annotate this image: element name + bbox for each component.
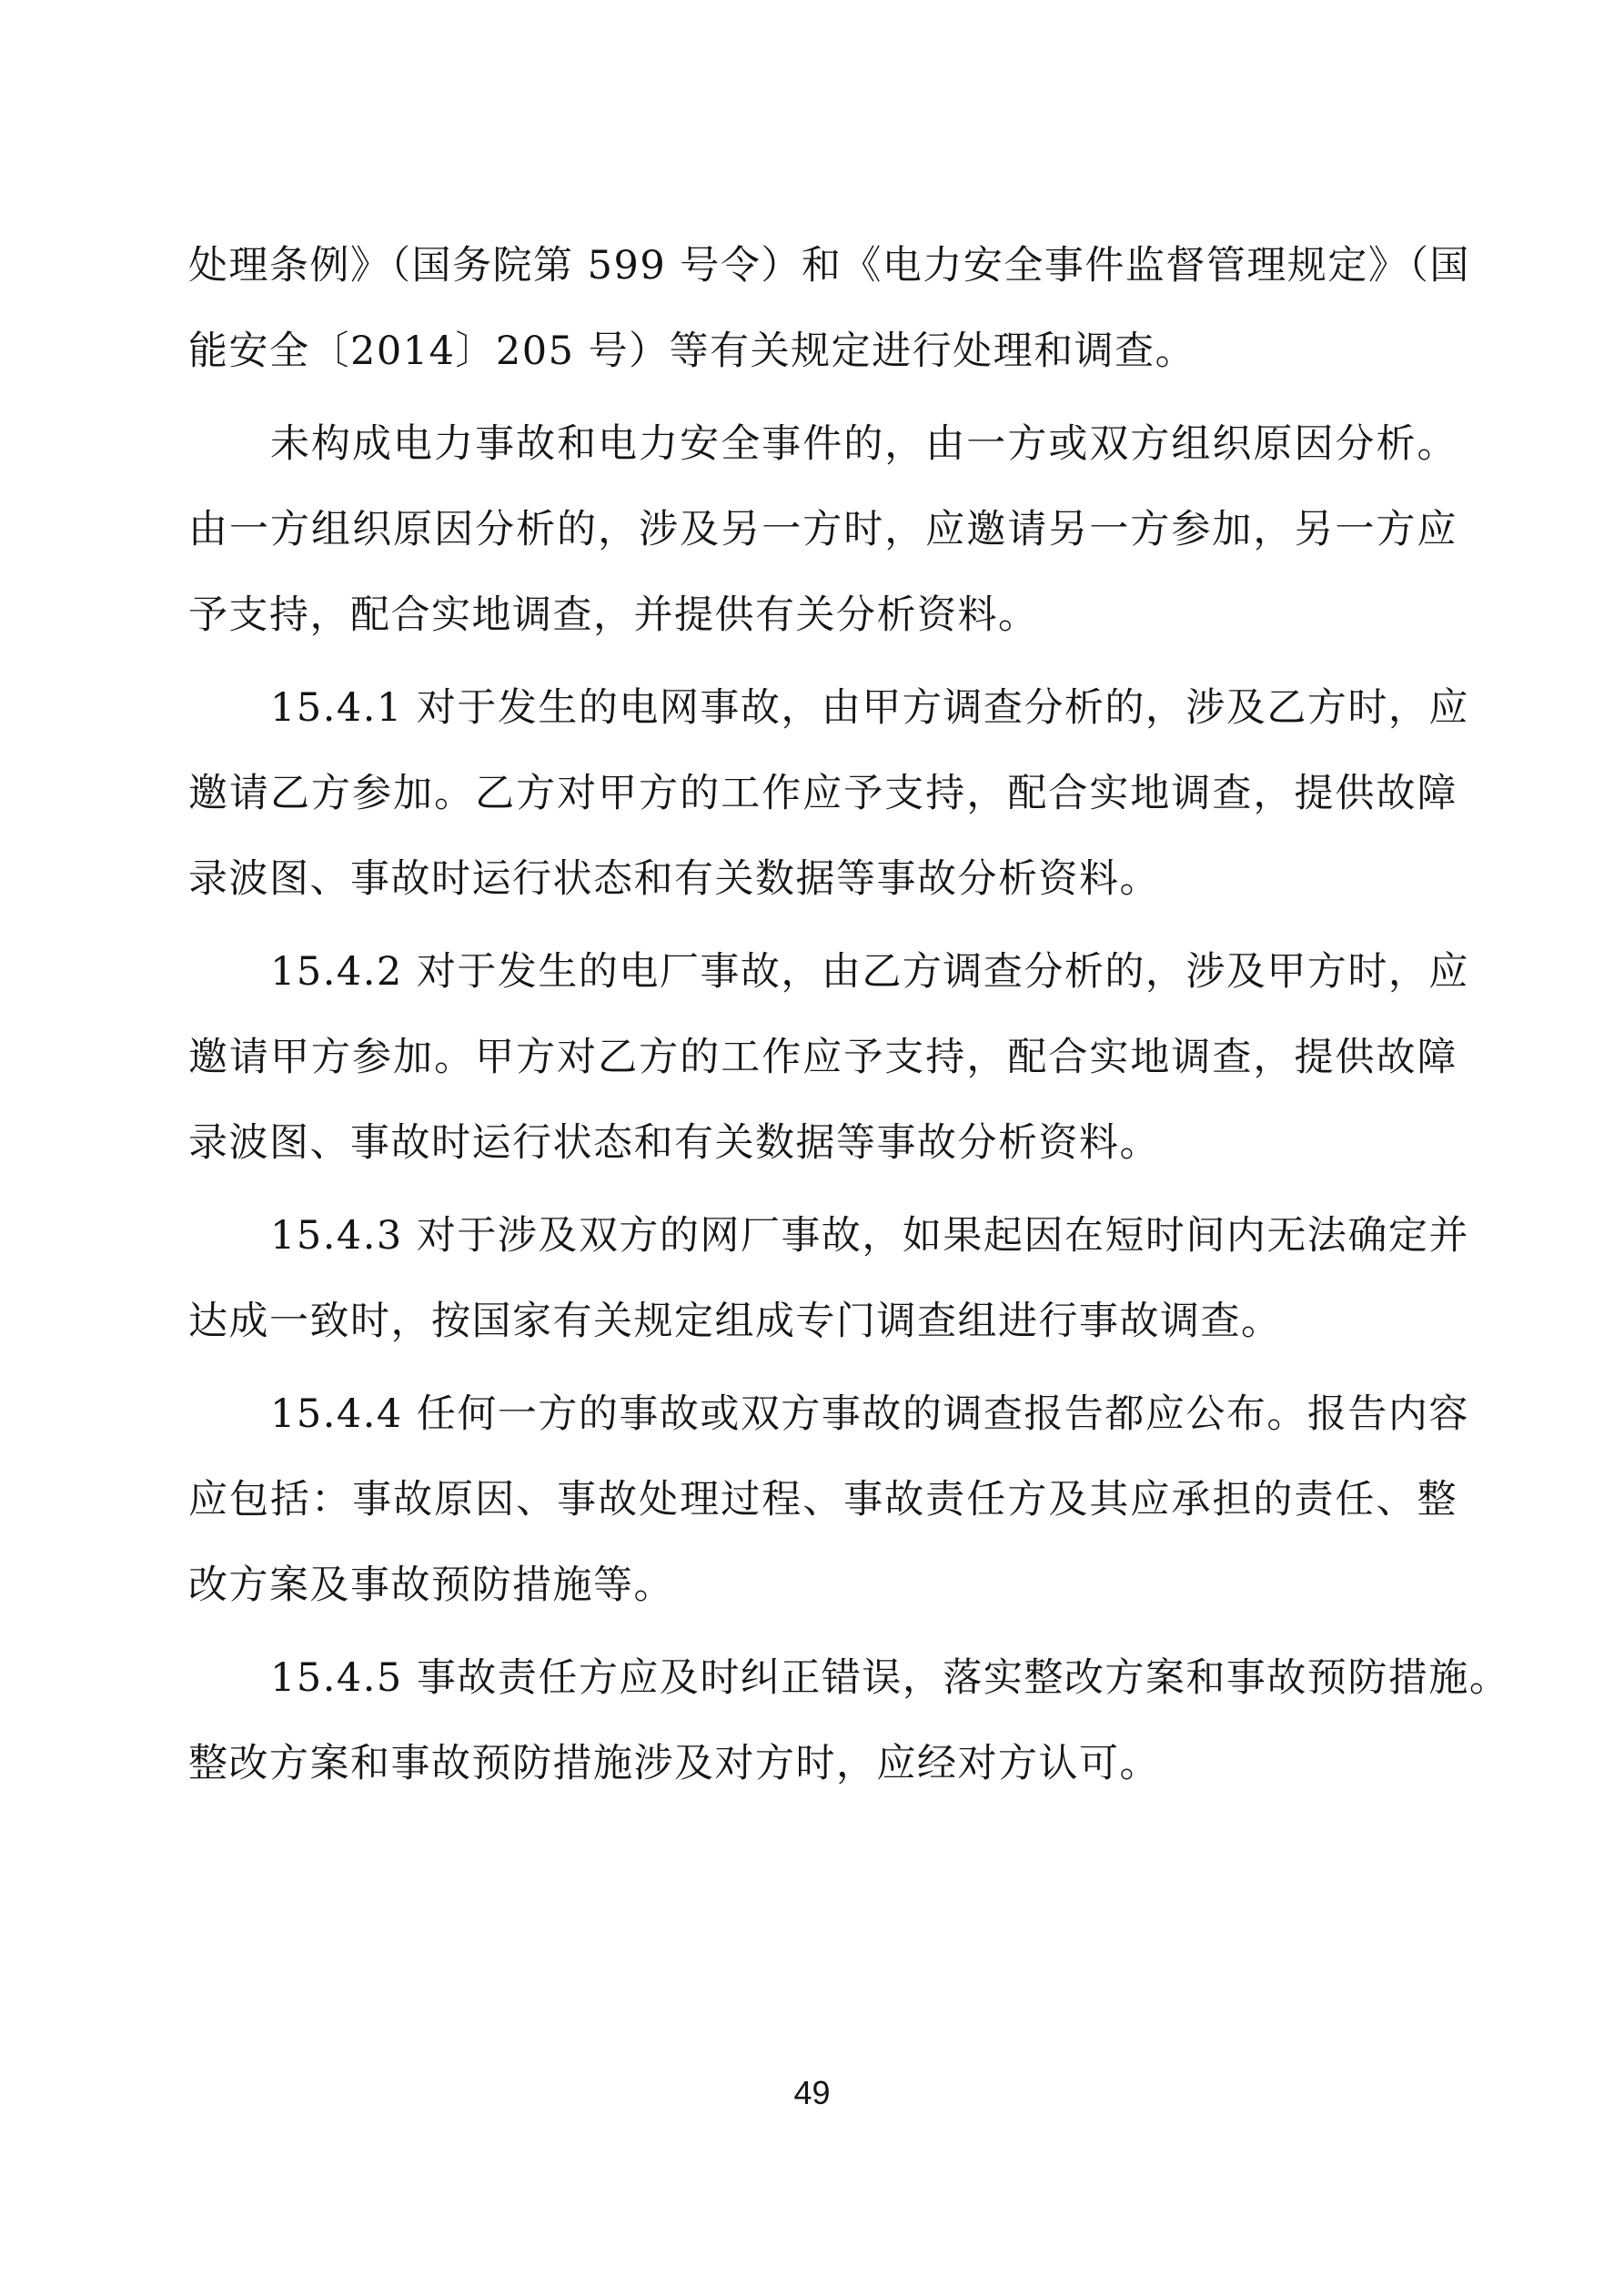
- text-line: 应包括：事故原因、事故处理过程、事故责任方及其应承担的责任、整: [188, 1477, 1458, 1522]
- text-line: 15.4.5 事故责任方应及时纠正错误，落实整改方案和事故预防措施。: [270, 1655, 1510, 1701]
- text-line: 能安全〔2014〕205 号）等有关规定进行处理和调查。: [188, 329, 1196, 374]
- text-line: 处理条例》（国务院第 599 号令）和《电力安全事件监督管理规定》（国: [188, 243, 1470, 288]
- text-line: 由一方组织原因分析的，涉及另一方时，应邀请另一方参加，另一方应: [188, 507, 1458, 552]
- text-line: 未构成电力事故和电力安全事件的，由一方或双方组织原因分析。: [270, 421, 1458, 467]
- text-line: 改方案及事故预防措施等。: [188, 1563, 674, 1608]
- page-number: 49: [793, 2074, 831, 2111]
- text-line: 录波图、事故时运行状态和有关数据等事故分析资料。: [188, 856, 1160, 902]
- text-line: 15.4.4 任何一方的事故或双方事故的调查报告都应公布。报告内容: [270, 1391, 1469, 1437]
- text-line: 15.4.1 对于发生的电网事故，由甲方调查分析的，涉及乙方时，应: [270, 685, 1469, 731]
- text-line: 予支持，配合实地调查，并提供有关分析资料。: [188, 592, 1039, 638]
- text-line: 整改方案和事故预防措施涉及对方时，应经对方认可。: [188, 1741, 1160, 1786]
- text-line: 达成一致时，按国家有关规定组成专门调查组进行事故调查。: [188, 1299, 1282, 1344]
- text-line: 15.4.3 对于涉及双方的网厂事故，如果起因在短时间内无法确定并: [270, 1213, 1469, 1259]
- text-line: 邀请乙方参加。乙方对甲方的工作应予支持，配合实地调查，提供故障: [188, 771, 1458, 816]
- text-line: 邀请甲方参加。甲方对乙方的工作应予支持，配合实地调查，提供故障: [188, 1035, 1458, 1080]
- text-line: 录波图、事故时运行状态和有关数据等事故分析资料。: [188, 1120, 1160, 1166]
- text-line: 15.4.2 对于发生的电厂事故，由乙方调查分析的，涉及甲方时，应: [270, 949, 1469, 995]
